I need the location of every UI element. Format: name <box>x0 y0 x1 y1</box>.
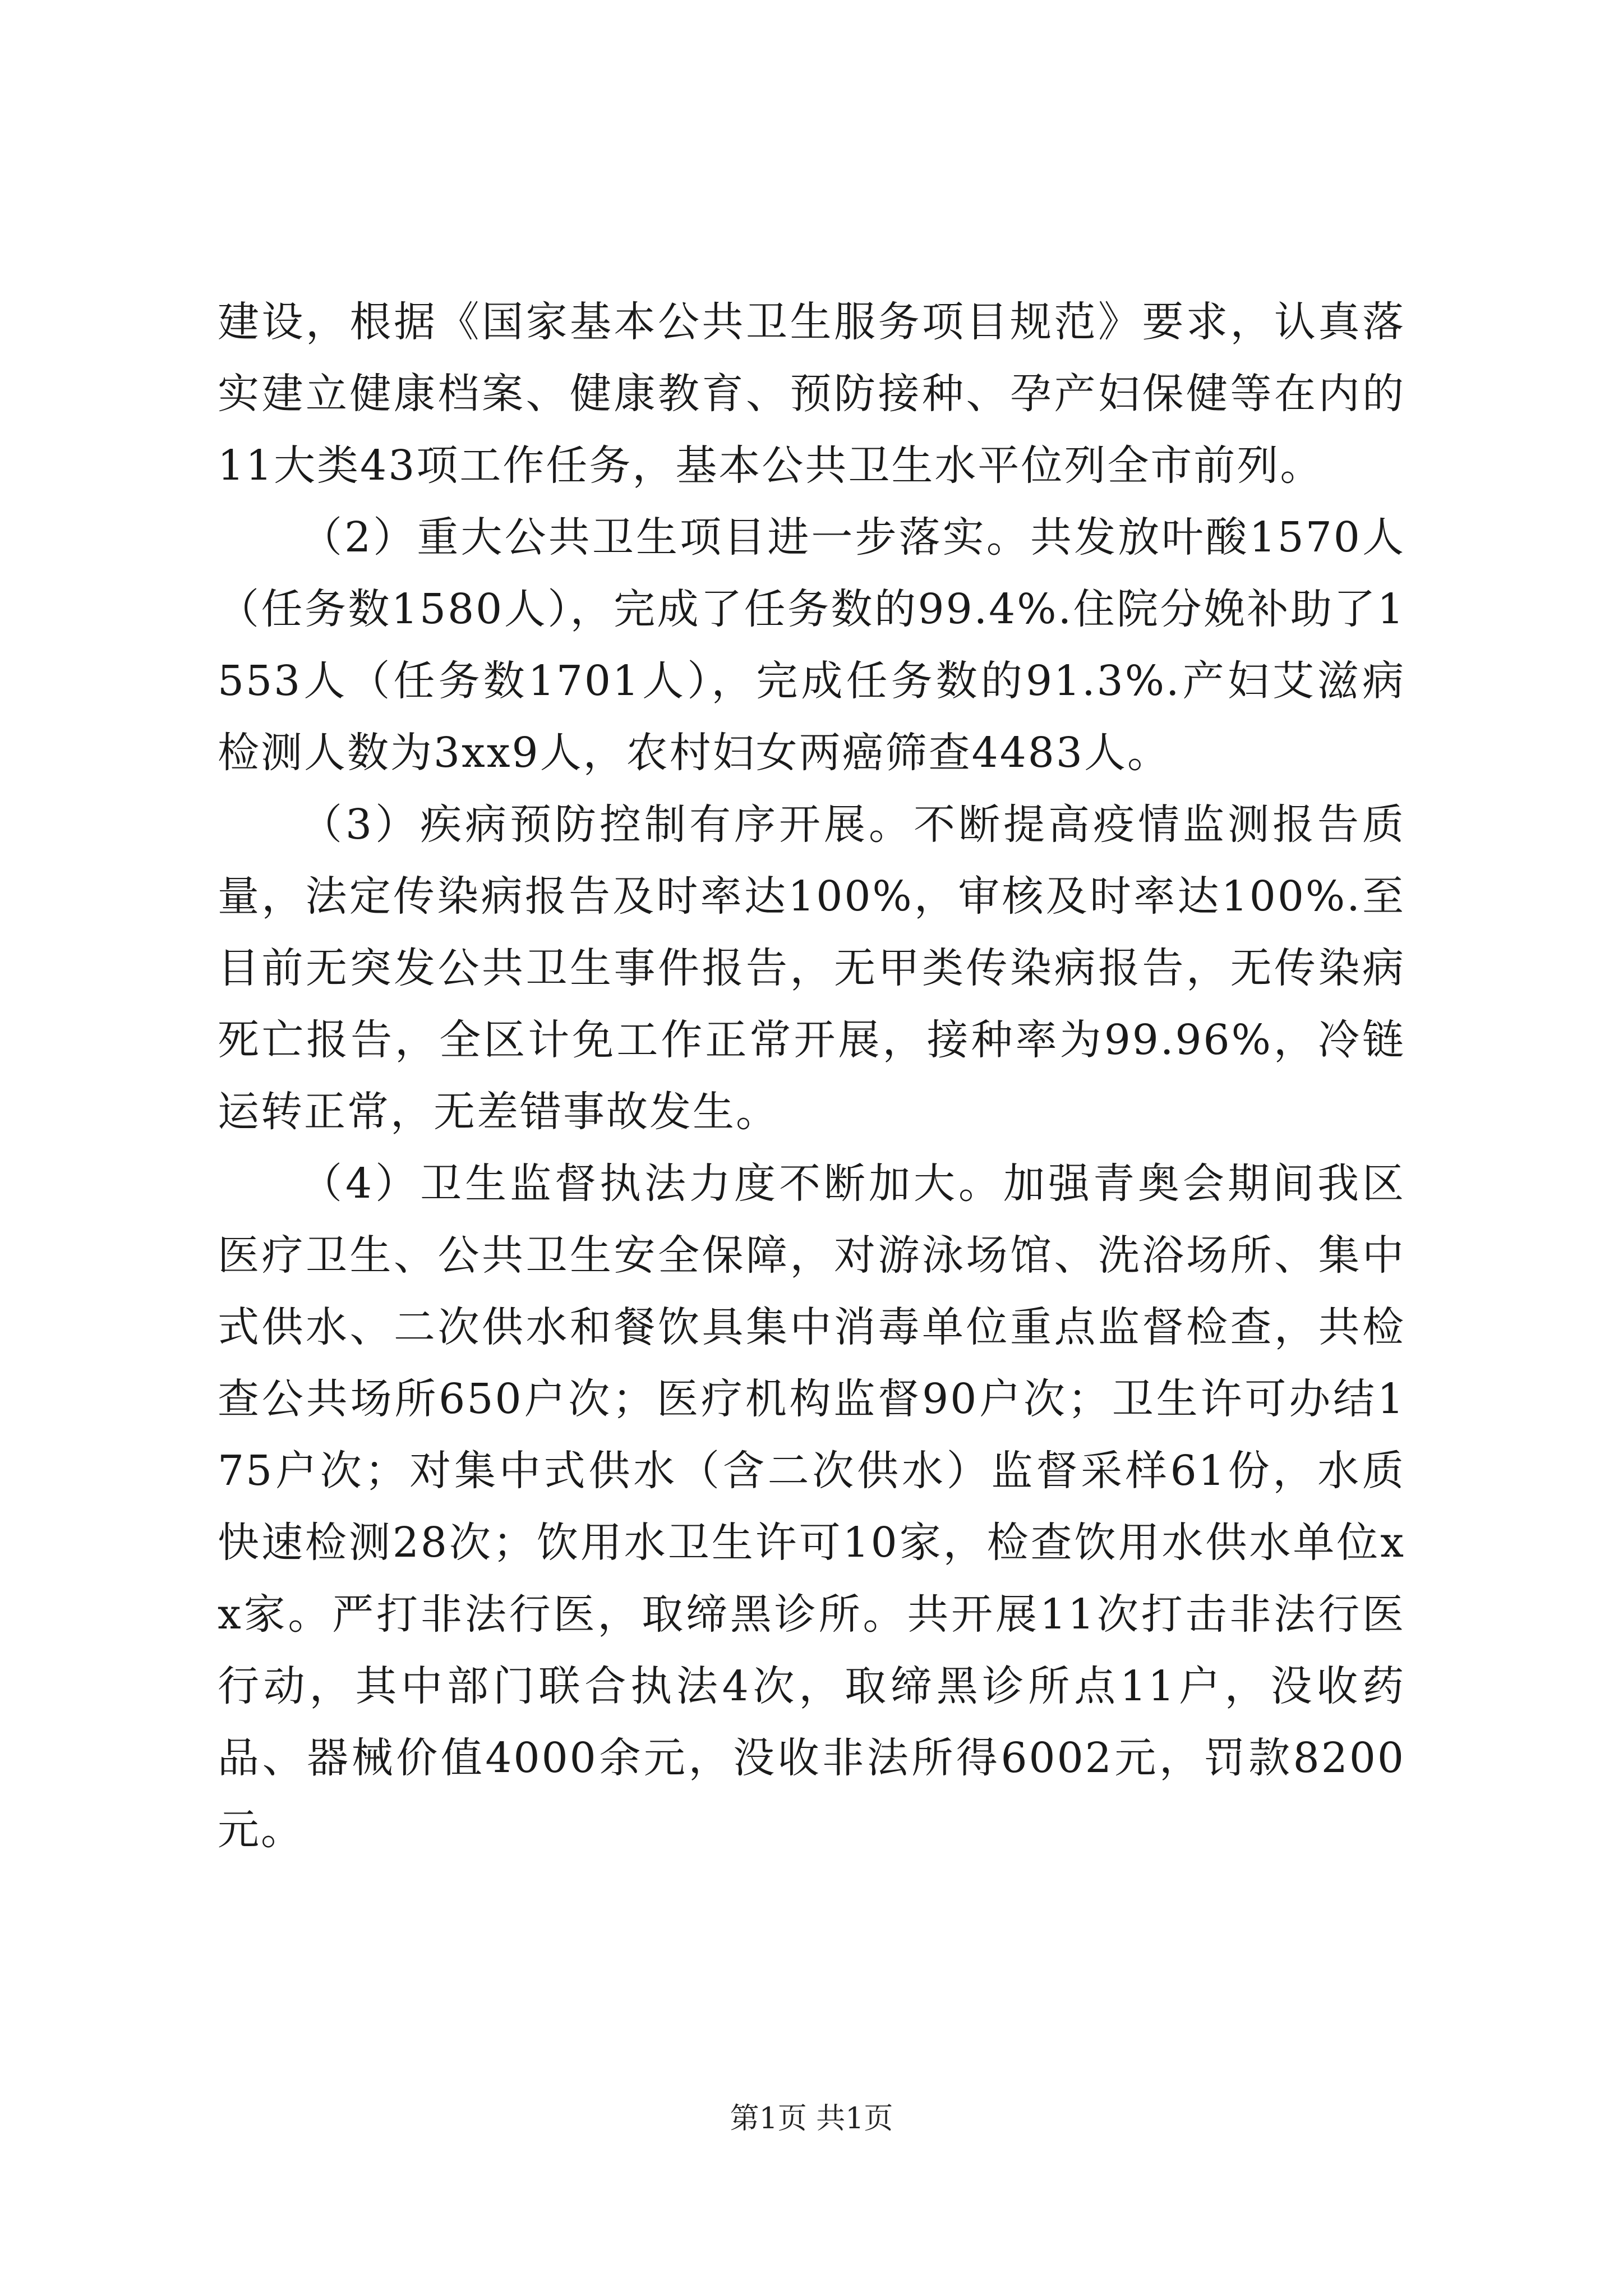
paragraph-intro-continuation: 建设，根据《国家基本公共卫生服务项目规范》要求，认真落实建立健康档案、健康教育、预防接种、孕产妇保健等在内的11大类43项工作任务，基本公共卫生水平位列全市前列。 <box>218 298 1405 490</box>
paragraph-item-2-major-public-health: （2）重大公共卫生项目进一步落实。共发放叶酸1570人（任务数1580人），完成了任务数的99.4%.住院分娩补助了1553人（任务数1701人），完成任务数的91.3%.产妇艾滋病检测人数为3xx9人，农村妇女两癌筛查4483人。 <box>218 513 1405 777</box>
page-number-footer: 第1页 共1页 <box>730 2102 893 2136</box>
document-body <box>218 286 1405 1866</box>
paragraph-item-4-health-supervision: （4）卫生监督执法力度不断加大。加强青奥会期间我区医疗卫生、公共卫生安全保障，对游泳场馆、洗浴场所、集中式供水、二次供水和餐饮具集中消毒单位重点监督检查，共检查公共场所650户次；医疗机构监督90户次；卫生许可办结175户次；对集中式供水（含二次供水）监督采样61份，水质快速检测28次；饮用水卫生许可10家，检查饮用水供水单位xx家。严打非法行医，取缔黑诊所。共开展11次打击非法行医行动，其中部门联合执法4次，取缔黑诊所点11户，没收药品、器械价值4000余元，没收非法所得6002元，罚款8200元。 <box>218 1159 1405 1854</box>
paragraph-item-3-disease-control: （3）疾病预防控制有序开展。不断提高疫情监测报告质量，法定传染病报告及时率达100%，审核及时率达100%.至目前无突发公共卫生事件报告，无甲类传染病报告，无传染病死亡报告，全区计免工作正常开展，接种率为99.96%，冷链运转正常，无差错事故发生。 <box>218 800 1405 1136</box>
